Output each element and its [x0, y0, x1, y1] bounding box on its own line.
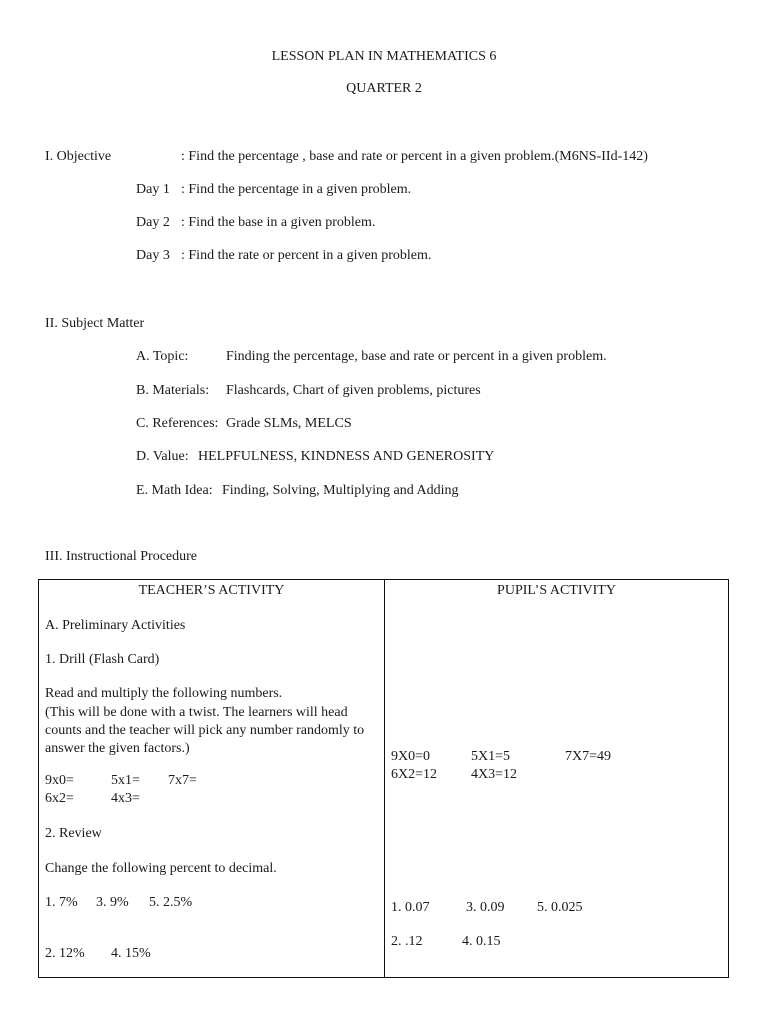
review-instruction: Change the following percent to decimal. [45, 861, 277, 876]
procedure-heading: III. Instructional Procedure [45, 549, 197, 564]
materials-text: Flashcards, Chart of given problems, pictures [226, 383, 481, 398]
day-3-label: Day 3 [136, 248, 170, 263]
review-answer: 3. 0.09 [466, 900, 505, 915]
drill-answer: 7X7=49 [565, 749, 612, 764]
day-2-text: : Find the base in a given problem. [181, 215, 376, 230]
column-divider [384, 580, 385, 977]
preliminary-activities: A. Preliminary Activities [45, 618, 186, 633]
drill-answer: 9X0=0 [391, 749, 431, 764]
drill-instruction: Read and multiply the following numbers. [45, 686, 283, 701]
day-1-label: Day 1 [136, 182, 170, 197]
drill-answer: 6X2=12 [391, 767, 438, 782]
quarter-label: QUARTER 2 [346, 81, 422, 96]
review-answer: 2. .12 [391, 934, 423, 949]
drill-note: (This will be done with a twist. The learners will head counts and the teacher will pick any number randomly to answer the given factors.) [45, 705, 365, 756]
objective-text: : Find the percentage , base and rate or percent in a given problem.(M6NS-IId-142) [181, 149, 648, 164]
review-item: 2. 12% [45, 946, 85, 961]
drill-item: 4x3= [111, 791, 140, 806]
drill-item: 9x0= [45, 773, 74, 788]
day-1-text: : Find the percentage in a given problem. [181, 182, 412, 197]
review-item: 5. 2.5% [149, 895, 193, 910]
review-item: 1. 7% [45, 895, 78, 910]
review-answer: 1. 0.07 [391, 900, 430, 915]
review-heading: 2. Review [45, 826, 102, 841]
topic-label: A. Topic: [136, 349, 189, 364]
materials-label: B. Materials: [136, 383, 210, 398]
references-text: Grade SLMs, MELCS [226, 416, 352, 431]
subject-matter-heading: II. Subject Matter [45, 316, 145, 331]
drill-answer: 4X3=12 [471, 767, 518, 782]
drill-item: 6x2= [45, 791, 74, 806]
drill-item: 7x7= [168, 773, 197, 788]
activity-table [38, 579, 729, 978]
pupil-activity-header: PUPIL’S ACTIVITY [497, 583, 616, 598]
review-item: 3. 9% [96, 895, 129, 910]
review-answer: 4. 0.15 [462, 934, 501, 949]
review-answer: 5. 0.025 [537, 900, 583, 915]
drill-item: 5x1= [111, 773, 140, 788]
drill-heading: 1. Drill (Flash Card) [45, 652, 160, 667]
math-idea-text: Finding, Solving, Multiplying and Adding [222, 483, 459, 498]
document-title: LESSON PLAN IN MATHEMATICS 6 [271, 49, 497, 64]
drill-answer: 5X1=5 [471, 749, 511, 764]
teacher-activity-header: TEACHER’S ACTIVITY [138, 583, 285, 598]
math-idea-label: E. Math Idea: [136, 483, 213, 498]
references-label: C. References: [136, 416, 219, 431]
topic-text: Finding the percentage, base and rate or percent in a given problem. [226, 349, 607, 364]
day-2-label: Day 2 [136, 215, 170, 230]
review-item: 4. 15% [111, 946, 151, 961]
objective-heading: I. Objective [45, 149, 112, 164]
value-label: D. Value: [136, 449, 189, 464]
day-3-text: : Find the rate or percent in a given problem. [181, 248, 432, 263]
value-text: HELPFULNESS, KINDNESS AND GENEROSITY [198, 449, 495, 464]
